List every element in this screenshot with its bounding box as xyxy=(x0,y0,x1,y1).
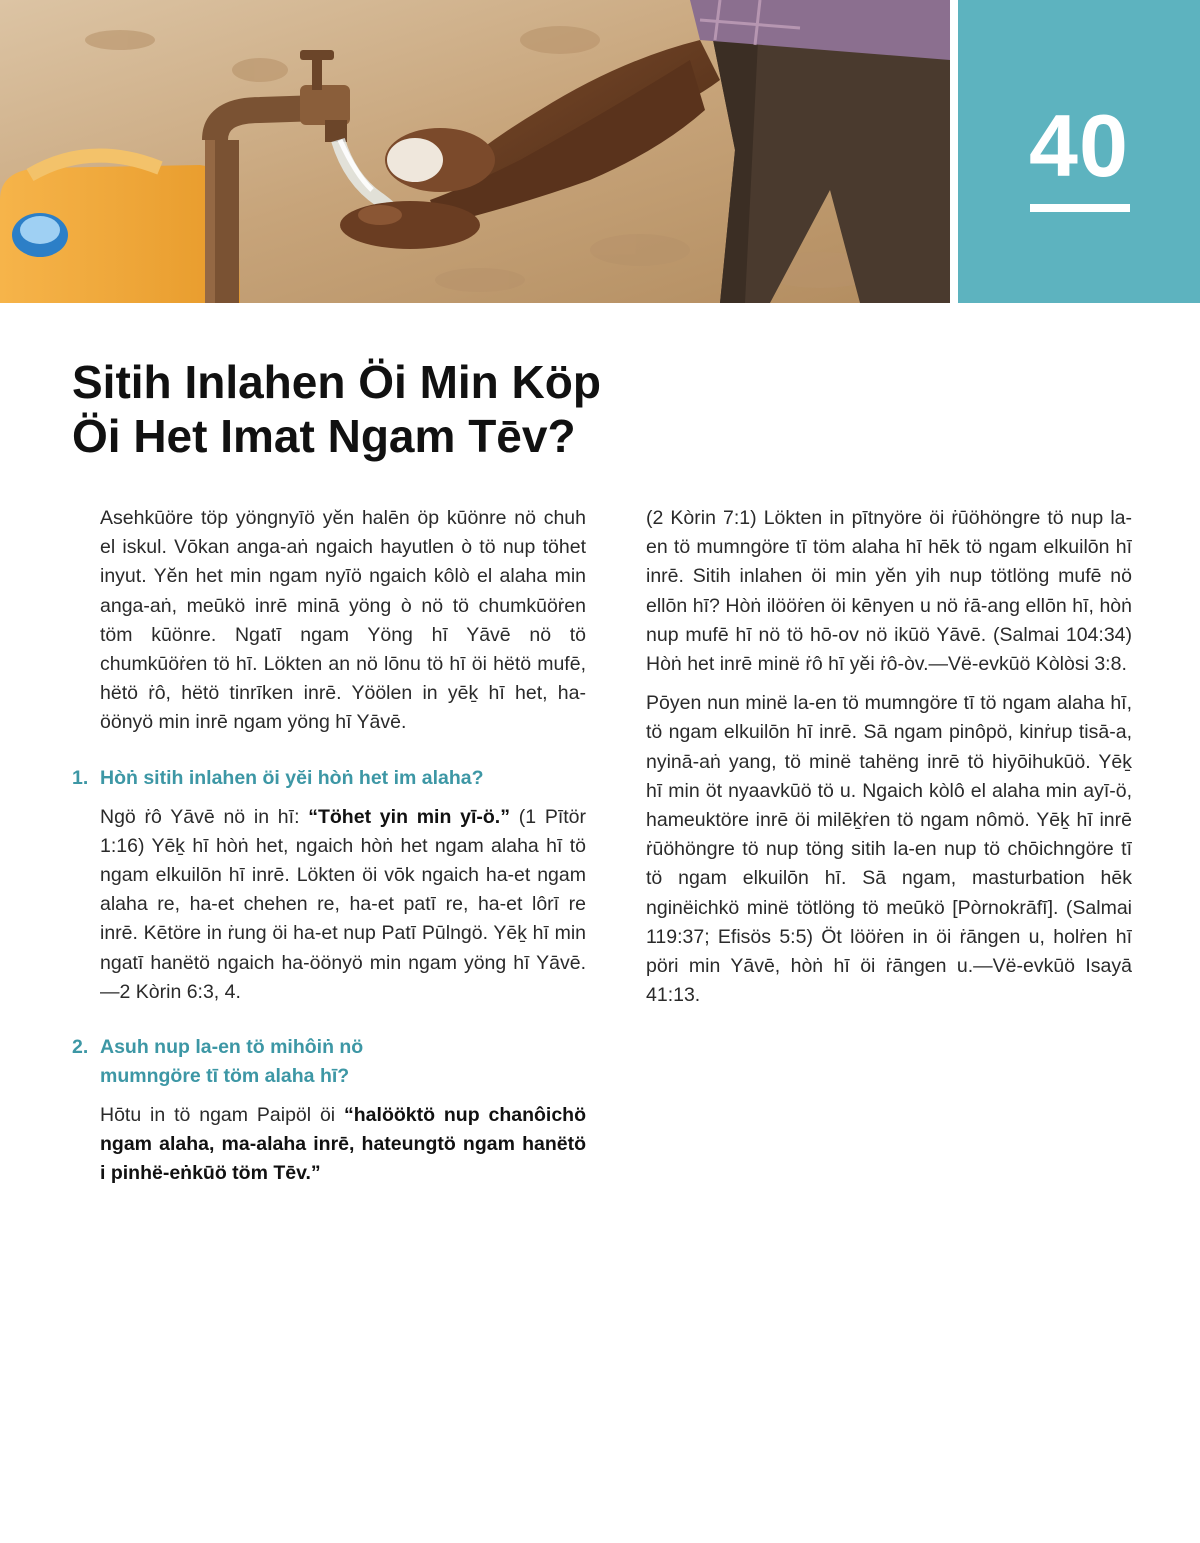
question-1-quote: “Töhet yin min yī-ö.” xyxy=(308,805,510,828)
hero-photo xyxy=(0,0,950,303)
lesson-number-underline xyxy=(1030,204,1130,212)
right-paragraph-2: Pōyen nun minë la-en tö mumngöre tī tö ngam alaha hī, tö ngam elkuilōn hī inrē. Sā ngam pinôpö, kinṙup tisā-a, nyinā-aṅ yang, tö minë tahëng inrē tö hiyōihukūö. Yēḵ hī min öt nyaavkūö tö u. Ngaich kòlô el alaha min ayī-ö, hameuktöre inrē öi milēḵṙen tö ngam nômö. Yēḵ hī inrē ṙūöhöngre tö nup töng sitih la-en nup tö chōichngöre tī tö ngam elkuilōn hī. Sā ngam, masturbation hēk nginëichkö minë tötlöng tö meūkö [Pòrnokrāfī]. (Salmai 119:37; Efisös 5:5) Öt lööṙen in öi ṙāngen u, holṙen hī pöri min Yāvē, hòṅ hī öi ṙāngen u.—Vë-evkūö Isayā 41:13. xyxy=(646,692,1132,1007)
right-column xyxy=(646,504,1132,1020)
question-2-heading xyxy=(72,1033,586,1091)
intro-paragraph: Asehkūöre töp yöngnyīö yĕn halēn öp kūönre nö chuh el iskul. Vōkan anga-aṅ ngaich hayutlen ò tö nup töhet inyut. Yĕn het min ngam nyīö ngaich kôlò el alaha min anga-aṅ, meūkö inrē minā yöng ò nö tö chumkūöṙen töm kūönre. Ngatī ngam Yöng hī Yāvē nö tö chumkūöṙen tö hī. Lökten an nö lōnu tö hī öi hëtö mufē, hëtö ṙô, hëtö tinrīken inrē. Yöölen in yēḵ hī het, ha-öönyö min inrē ngam yöng hī Yāvē. xyxy=(100,507,586,734)
question-2-paragraph xyxy=(100,1101,586,1189)
left-column xyxy=(72,504,586,1199)
right-paragraph-1: (2 Kòrin 7:1) Lökten in pītnyöre öi ṙūöhöngre tö nup la-en tö mumngöre tī töm alaha hī hēk tö ngam elkuilōn hī inrē. Sitih inlahen öi min yĕn yih nup tötlöng mufē nö ellōn hī? Hòṅ ilööṙen öi kēnyen u nö ṙā-ang ellōn hī, hòṅ nup mufē hī nö tö hō-ov nö ikūö Yāvē. (Salmai 104:34) Hòṅ het inrē minë ṙô hī yĕi ṙô-òv.—Vë-evkūö Kòlòsi 3:8. xyxy=(646,507,1132,676)
question-1-body: (1 Pītör 1:16) Yēḵ hī hòṅ het, ngaich hòṅ het ngam alaha hī tö ngam elkuilōn hī inrē. Lökten öi vōk ngaich ha-et ngam alaha re, ha-et chehen re, ha-et patī re, ha-et lôrī re inrē. Kētöre in ṙung öi ha-et nup Patī Pūlngö. Yēḵ hī min ngatī hanëtö ngaich ha-öönyö min ngam yöng hī Yāvē.—2 Kòrin 6:3, 4. xyxy=(100,805,586,1003)
page-title-line-1: Sitih Inlahen Öi Min Köp xyxy=(72,356,601,408)
question-1-number: 1. xyxy=(72,766,89,789)
page-title-line-2: Öi Het Imat Ngam Tēv? xyxy=(72,410,576,462)
question-2-quote: “halööktö nup chanôichö ngam alaha, ma-alaha inrē, hateungtö ngam hanëtö i pinhë-eṅkūö töm Tēv.” xyxy=(100,1104,586,1185)
question-2-lead: Hōtu in tö ngam Paipöl öi xyxy=(100,1104,345,1127)
page-title xyxy=(72,355,772,463)
lesson-number: 40 xyxy=(1029,96,1129,195)
lesson-number-box xyxy=(958,0,1200,303)
question-1-lead: Ngö ṙô Yāvē nö in hī: xyxy=(100,805,309,828)
question-1-text: Hòṅ sitih inlahen öi yĕi hòṅ het im alaha? xyxy=(100,766,484,789)
question-2-text: Asuh nup la-en tö mihôiṅ nö mumngöre tī töm alaha hī? xyxy=(100,1036,364,1088)
question-2-number: 2. xyxy=(72,1036,89,1059)
hero-illustration xyxy=(0,0,950,303)
question-1-paragraph xyxy=(100,803,586,1007)
question-1-heading xyxy=(72,764,586,793)
